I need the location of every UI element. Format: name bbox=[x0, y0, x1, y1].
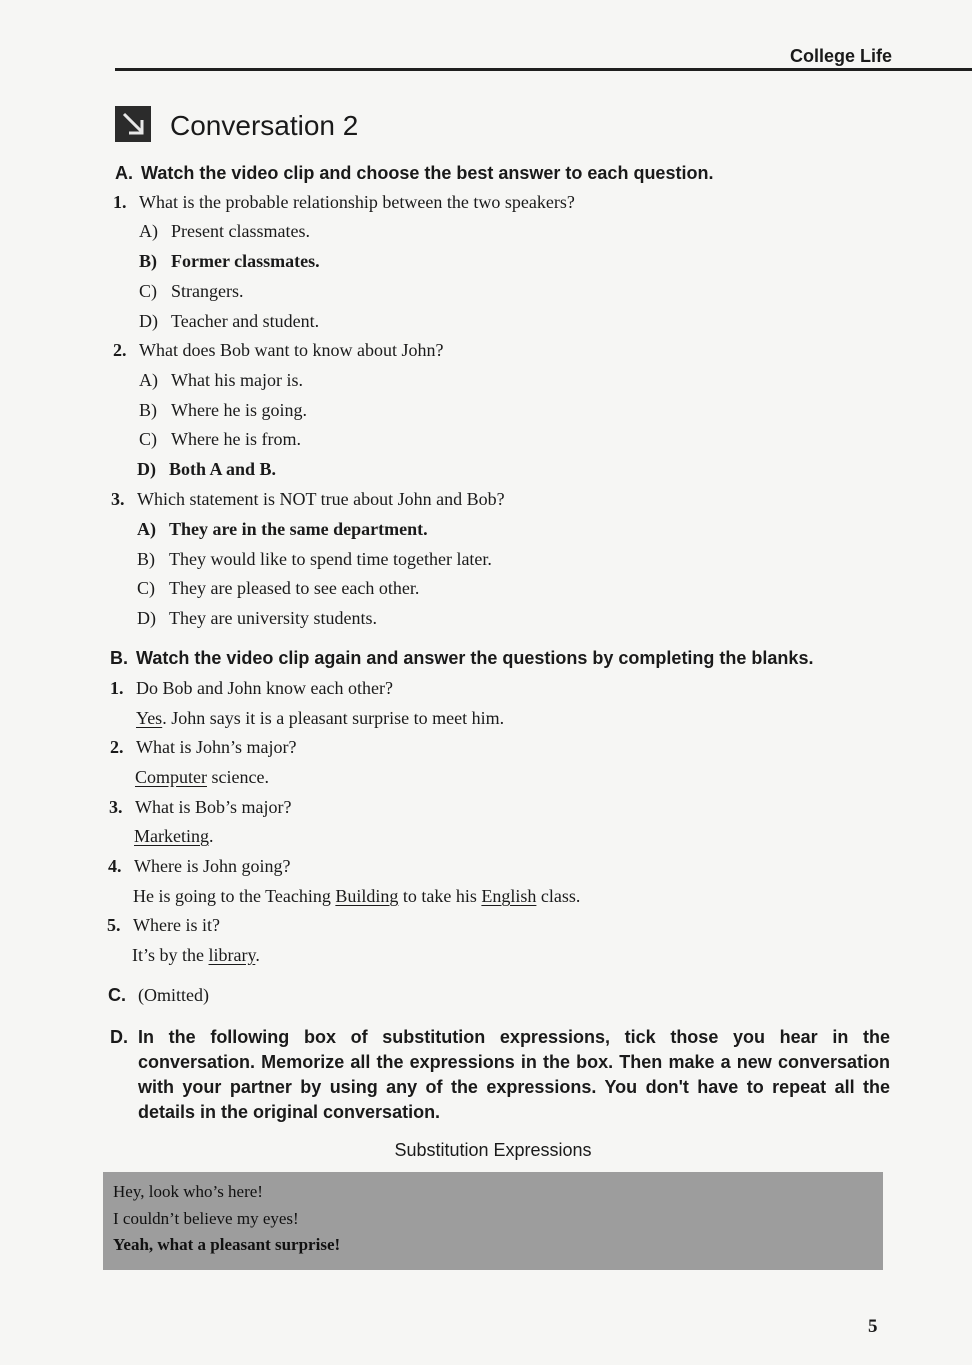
answer-text: class. bbox=[536, 886, 581, 906]
question-number: 3. bbox=[111, 489, 125, 509]
option-letter: C) bbox=[139, 429, 157, 449]
option bbox=[139, 400, 307, 421]
option-letter: A) bbox=[139, 221, 158, 241]
question bbox=[113, 340, 443, 361]
answer-text: science. bbox=[207, 767, 269, 787]
answer-text: . John says it is a pleasant surprise to meet him. bbox=[162, 708, 505, 728]
question-number: 1. bbox=[110, 678, 124, 698]
option bbox=[139, 221, 310, 242]
option-letter: D) bbox=[137, 608, 156, 628]
question-text: What is the probable relationship between the two speakers? bbox=[139, 192, 575, 212]
question-number: 1. bbox=[113, 192, 127, 212]
question bbox=[110, 737, 296, 758]
section-a-instruction: Watch the video clip and choose the best answer to each question. bbox=[141, 163, 714, 183]
question-text: What does Bob want to know about John? bbox=[139, 340, 444, 360]
answer-line bbox=[132, 945, 260, 966]
conversation-title: Conversation 2 bbox=[170, 110, 359, 141]
answer-blank: Yes bbox=[136, 708, 163, 728]
question-number: 2. bbox=[110, 737, 124, 757]
section-b-letter: B. bbox=[110, 648, 128, 668]
section-a-letter: A. bbox=[115, 163, 133, 183]
running-head: College Life bbox=[790, 46, 893, 66]
section-d bbox=[110, 1025, 890, 1125]
option-letter: D) bbox=[139, 311, 158, 331]
option bbox=[139, 281, 243, 302]
question-number: 5. bbox=[107, 915, 121, 935]
question-text: Where is John going? bbox=[134, 856, 291, 876]
section-b-heading bbox=[110, 648, 813, 669]
answer-blank: English bbox=[481, 886, 537, 906]
option bbox=[137, 549, 492, 570]
section-d-letter: D. bbox=[110, 1027, 128, 1047]
answer-text: It’s by the bbox=[132, 945, 209, 965]
option-letter: C) bbox=[139, 281, 157, 301]
section-b-instruction: Watch the video clip again and answer the questions by completing the blanks. bbox=[136, 648, 814, 668]
option bbox=[139, 311, 319, 332]
substitution-expression: Yeah, what a pleasant surprise! bbox=[113, 1235, 341, 1254]
question bbox=[113, 192, 575, 213]
option-text: They are in the same department. bbox=[169, 519, 428, 539]
answer-blank: Building bbox=[335, 886, 399, 906]
answer-blank: Computer bbox=[135, 767, 207, 787]
option-text: What his major is. bbox=[171, 370, 303, 390]
option-text: Both A and B. bbox=[169, 459, 277, 479]
option-letter: C) bbox=[137, 578, 155, 598]
answer-blank: library bbox=[208, 945, 256, 965]
page-number: 5 bbox=[868, 1316, 878, 1337]
question-text: Do Bob and John know each other? bbox=[136, 678, 393, 698]
option-letter: B) bbox=[139, 251, 157, 271]
question-number: 3. bbox=[109, 797, 123, 817]
substitution-box bbox=[103, 1172, 883, 1270]
option-correct bbox=[139, 251, 320, 272]
option-correct bbox=[137, 519, 428, 540]
option-letter: D) bbox=[137, 459, 156, 479]
section-a-heading bbox=[115, 163, 713, 184]
question bbox=[108, 856, 290, 877]
option-letter: A) bbox=[137, 519, 156, 539]
question bbox=[110, 678, 393, 699]
question-text: Which statement is NOT true about John and Bob? bbox=[137, 489, 505, 509]
option-text: They are university students. bbox=[169, 608, 377, 628]
question bbox=[111, 489, 505, 510]
option-correct bbox=[137, 459, 276, 480]
option-text: Where he is from. bbox=[171, 429, 301, 449]
arrow-down-right-icon bbox=[115, 106, 151, 142]
question-text: What is John’s major? bbox=[136, 737, 297, 757]
answer-line bbox=[136, 708, 504, 729]
option-letter: A) bbox=[139, 370, 158, 390]
answer-text: . bbox=[255, 945, 260, 965]
header-rule bbox=[115, 68, 972, 71]
option-text: Strangers. bbox=[171, 281, 244, 301]
answer-line bbox=[134, 826, 213, 847]
section-c bbox=[108, 985, 209, 1006]
section-d-instruction: In the following box of substitution expressions, tick those you hear in the conversation. Memorize all the expressions in the box. Then make a new conversation with your partner by using any of the expressions. You don't have to repeat all the details in the original conversation. bbox=[138, 1027, 890, 1122]
option-text: Former classmates. bbox=[171, 251, 320, 271]
answer-blank: Marketing bbox=[134, 826, 209, 846]
question-number: 2. bbox=[113, 340, 127, 360]
answer-text: He is going to the Teaching bbox=[133, 886, 336, 906]
answer-text: . bbox=[208, 826, 214, 846]
answer-line bbox=[135, 767, 269, 788]
option-letter: B) bbox=[137, 549, 155, 569]
answer-text: to take his bbox=[398, 886, 482, 906]
option-text: Teacher and student. bbox=[171, 311, 320, 331]
question bbox=[107, 915, 220, 936]
answer-line bbox=[133, 886, 580, 907]
substitution-expression: Hey, look who’s here! bbox=[113, 1182, 263, 1201]
question-number: 4. bbox=[108, 856, 122, 876]
option-text: They would like to spend time together later. bbox=[169, 549, 492, 569]
section-c-text: (Omitted) bbox=[138, 985, 209, 1005]
option-text: Where he is going. bbox=[171, 400, 307, 420]
option bbox=[139, 370, 303, 391]
option-letter: B) bbox=[139, 400, 157, 420]
option bbox=[139, 429, 301, 450]
option-text: Present classmates. bbox=[171, 221, 310, 241]
section-c-letter: C. bbox=[108, 985, 126, 1005]
substitution-expression: I couldn’t believe my eyes! bbox=[113, 1209, 299, 1228]
option-text: They are pleased to see each other. bbox=[169, 578, 420, 598]
question bbox=[109, 797, 291, 818]
option bbox=[137, 608, 377, 629]
option bbox=[137, 578, 419, 599]
question-text: What is Bob’s major? bbox=[135, 797, 292, 817]
substitution-title: Substitution Expressions bbox=[394, 1140, 592, 1160]
question-text: Where is it? bbox=[133, 915, 220, 935]
